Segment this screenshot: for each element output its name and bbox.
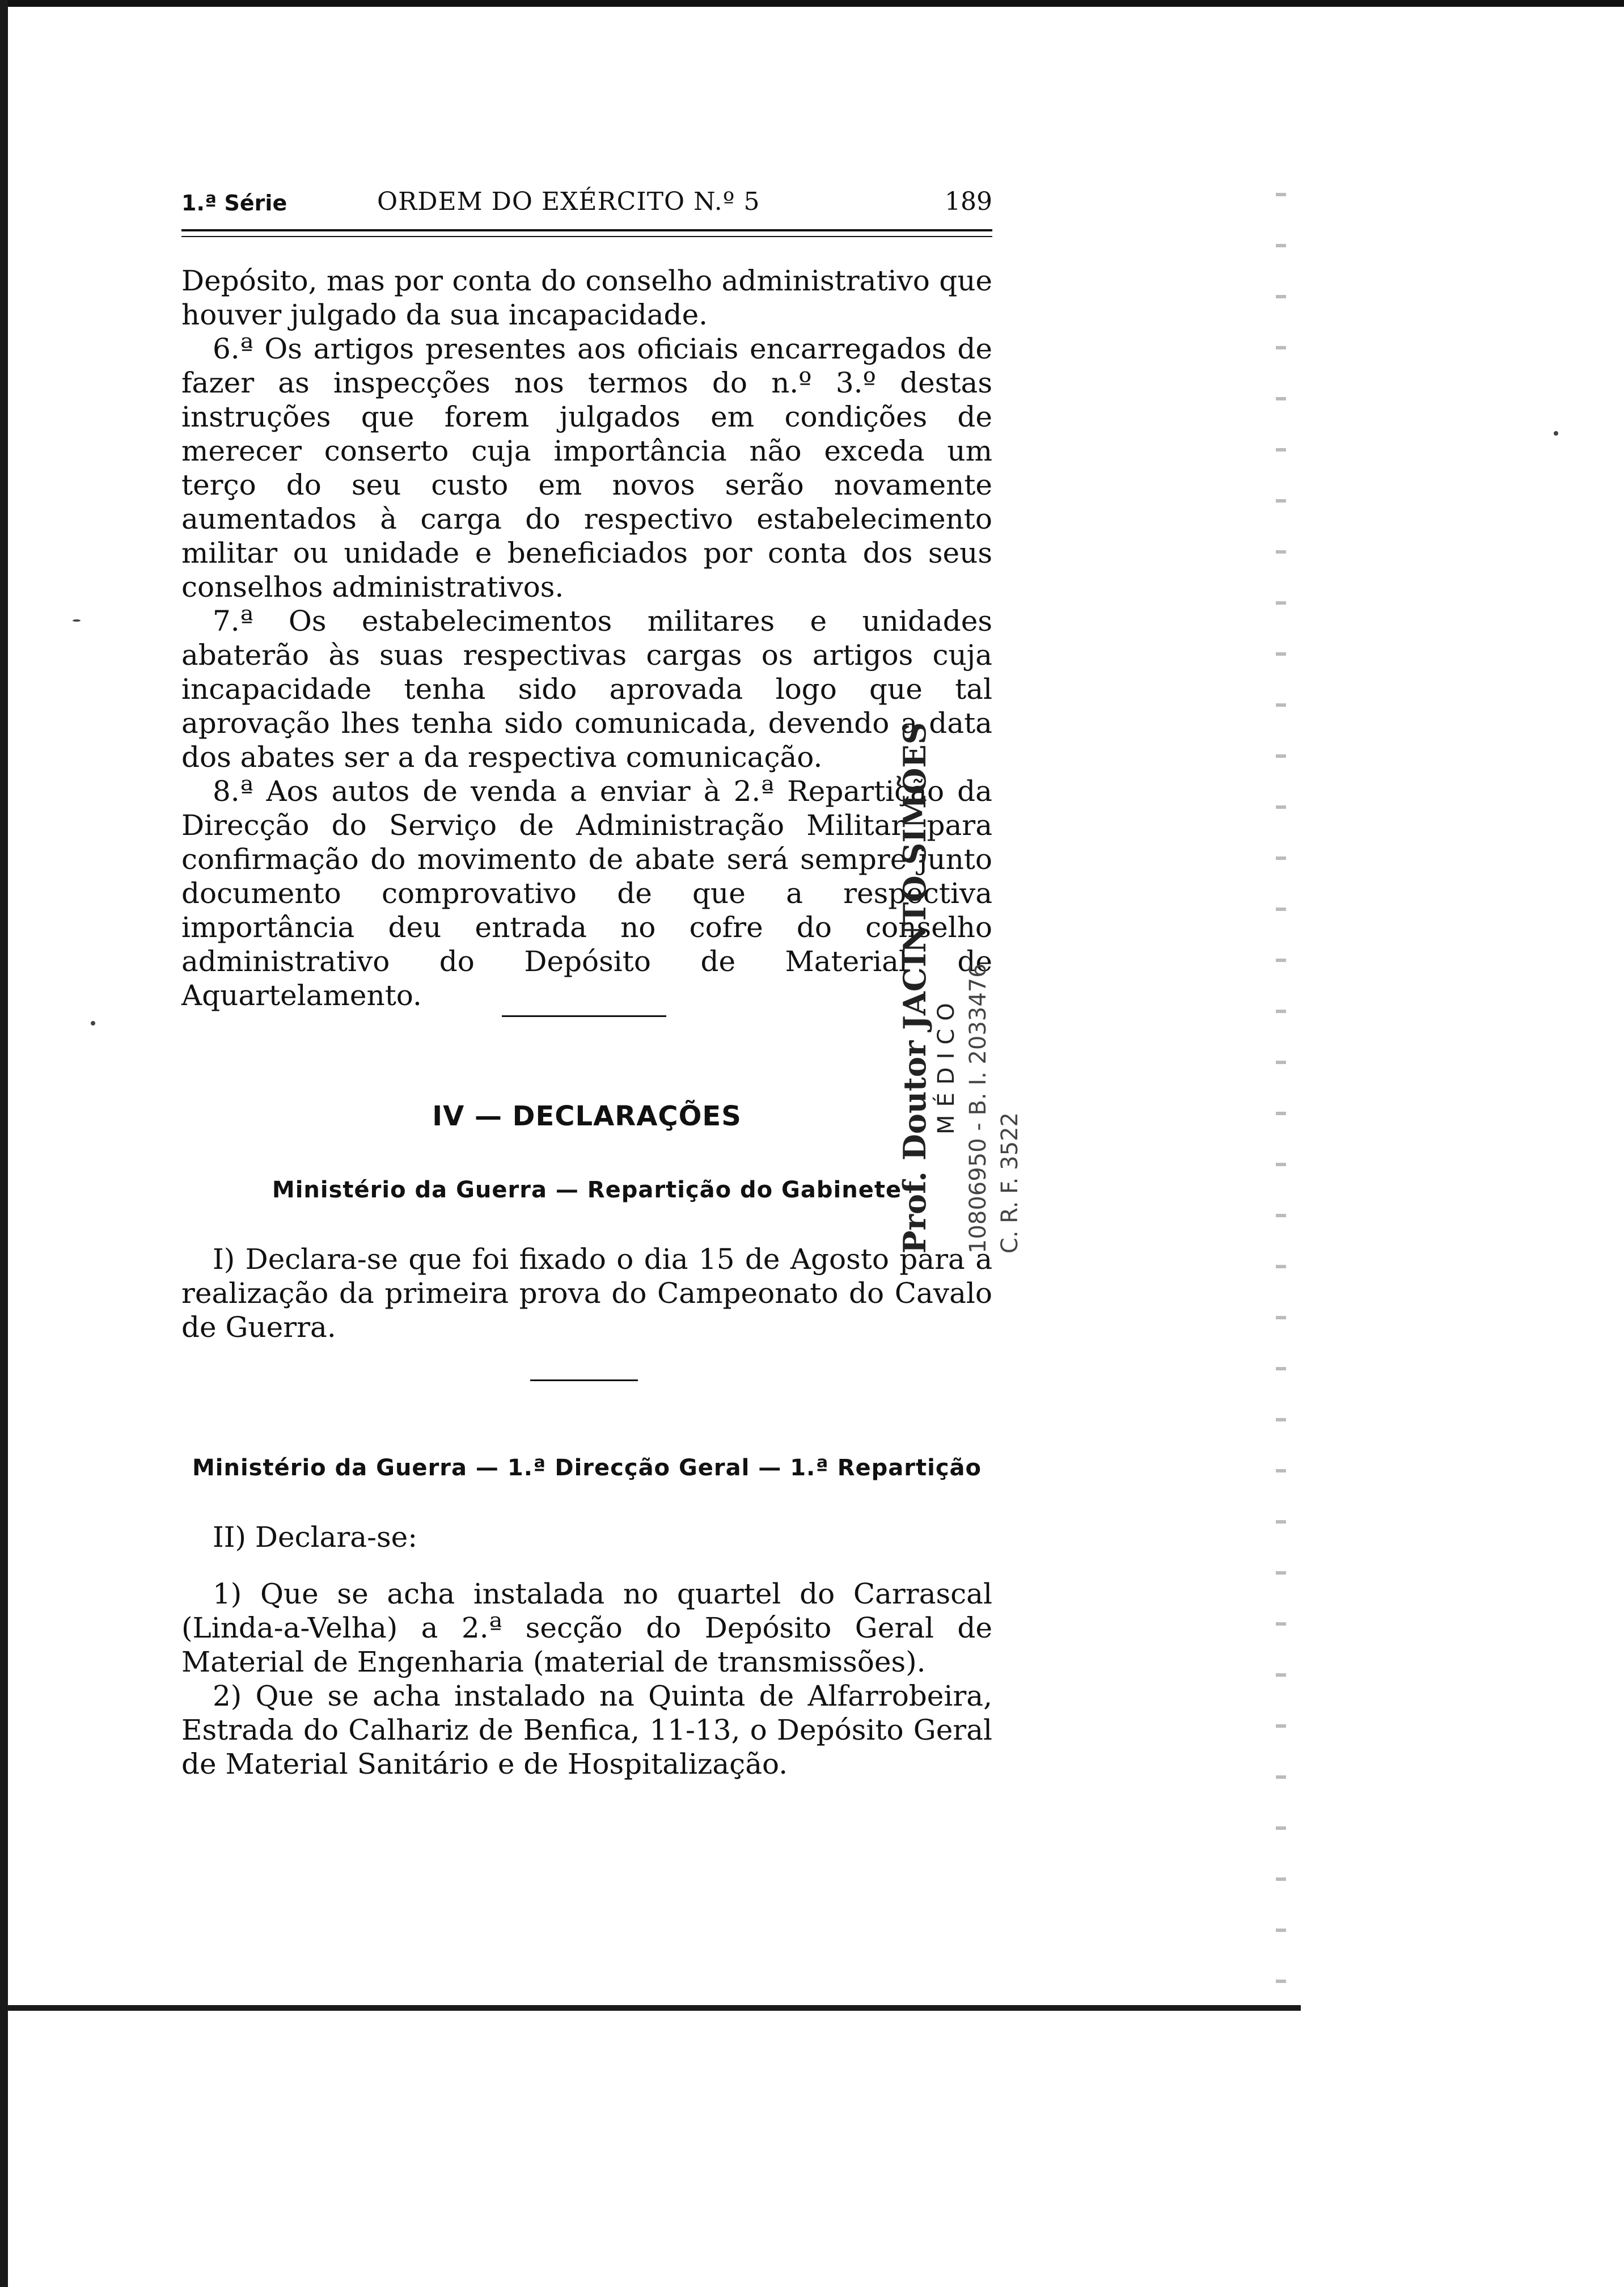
subsection-heading: Ministério da Guerra — Repartição do Gabinete [272, 1177, 902, 1203]
section-divider [502, 1015, 666, 1017]
paragraph: Depósito, mas por conta do conselho administrativo que houver julgado da sua incapacidade. [181, 264, 992, 331]
section-title: IV — DECLARAÇÕES [432, 1100, 742, 1132]
paragraph-item-8: 8.ª Aos autos de venda a enviar à 2.ª Repartição da Direcção do Serviço de Administração Militar para confirmação do movimento de abate será sempre junto documento comprovativo de que a respectiva importância deu entrada no cofre do conselho administrativo do Depósito de Material de Aquartelamento. [181, 775, 992, 1012]
subsection-divider [530, 1379, 638, 1381]
declaration-paragraph: I) Declara-se que foi fixado o dia 15 de Agosto para a realização da primeira prova do Campeonato do Cavalo de Guerra. [181, 1243, 992, 1344]
subsection-heading: Ministério da Guerra — 1.ª Direcção Geral — 1.ª Repartição [192, 1455, 982, 1481]
scan-speck [91, 1021, 95, 1026]
list-item: 2) Que se acha instalado na Quinta de Alfarrobeira, Estrada do Calhariz de Benfica, 11-13, o Depósito Geral de Material Sanitário e de Hospitalização. [181, 1680, 992, 1780]
declaration-2-items [181, 1577, 992, 1781]
scan-bottom-edge [8, 2005, 1301, 2011]
declaration-intro: II) Declara-se: [213, 1521, 418, 1554]
body-top [181, 264, 992, 1012]
stamp-crf: C. R. F. 3522 [997, 1112, 1023, 1254]
paragraph-item-6: 6.ª Os artigos presentes aos oficiais encarregados de fazer as inspecções nos termos do n.º 3.º destas instruções que forem julgados em condições de merecer conserto cuja importância não exceda um terço do seu custo em novos serão novamente aumentados à carga do respectivo estabelecimento militar ou unidade e beneficiados por conta dos seus conselhos administrativos. [181, 332, 992, 604]
page-fold-shadow [1276, 170, 1286, 2002]
header-rule [181, 229, 992, 237]
stamp-name: Prof. Doutor JACINTO SIMÕES [896, 722, 933, 1254]
scan-top-edge [0, 0, 1624, 7]
scan-speck [1554, 431, 1558, 436]
list-item: 1) Que se acha instalada no quartel do Carrascal (Linda-a-Velha) a 2.ª secção do Depósito Geral de Material de Engenharia (material de transmissões). [181, 1577, 992, 1678]
paragraph-item-7: 7.ª Os estabelecimentos militares e unidades abaterão às suas respectivas cargas os artigos cuja incapacidade tenha sido aprovada logo que tal aprovação lhes tenha sido comunicada, devendo a data dos abates ser a da respectiva comunicação. [181, 605, 992, 774]
declaration-2 [181, 1520, 992, 1554]
page-number: 189 [945, 187, 992, 216]
scan-speck [73, 619, 81, 622]
doctor-stamp [896, 722, 1026, 1254]
declaration-1 [181, 1242, 992, 1344]
page-header [181, 187, 992, 221]
stamp-registration: 10806950 - B. I. 2033476 [965, 963, 991, 1254]
stamp-role: MÉDICO [933, 995, 959, 1134]
series-label: 1.ª Série [181, 191, 287, 216]
scan-left-edge [0, 0, 8, 2287]
publication-title: ORDEM DO EXÉRCITO N.º 5 [377, 187, 760, 216]
